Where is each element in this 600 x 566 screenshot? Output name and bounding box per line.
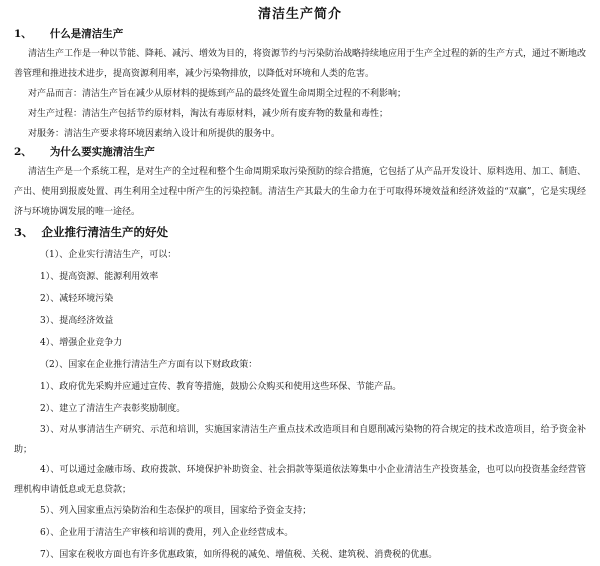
section-2-paragraph: 清洁生产是一个系统工程，是对生产的全过程和整个生命周期采取污染预防的综合措施，它包括了从产品开发设计、原料选用、加工、制造、产出、使用到报废处置、再生利用全过程中所产生的污染控制。清洁生产其最大的生命力在于可取得环境效益和经济效益的“双赢”，它是实现经济与环境协调发展的唯一途径。 <box>14 167 587 217</box>
list-item: 4）、可以通过金融市场、政府拨款、环境保护补助资金、社会捐款等渠道依法筹集中小企业清洁生产投资基金，也可以向投资基金经营管理机构申请低息或无息贷款； <box>14 465 586 495</box>
list-item: 3）、对从事清洁生产研究、示范和培训，实施国家清洁生产重点技术改造项目和自愿削减污染物的符合规定的技术改造项目，给予资金补助； <box>14 425 586 455</box>
list-item: 6）、企业用于清洁生产审核和培训的费用，列入企业经营成本。 <box>40 528 294 538</box>
section-2-title: 为什么要实施清洁生产 <box>49 146 155 158</box>
section-1-product-paragraph: 对产品而言：清洁生产旨在减少从原材料的提炼到产品的最终处置生命周期全过程的不利影响； <box>28 89 407 99</box>
section-1-number: 1、 <box>14 28 32 40</box>
section-1-service-paragraph: 对服务：清洁生产要求将环境因素纳入设计和所提供的服务中。 <box>28 129 281 139</box>
section-3-part-2-intro: （2）、国家在企业推行清洁生产方面有以下财政政策： <box>40 360 258 370</box>
list-item: 7）、国家在税收方面也有许多优惠政策，如所得税的减免、增值税、关税、建筑税、消费税的优惠。 <box>40 550 438 560</box>
section-1-title: 什么是清洁生产 <box>49 28 124 40</box>
list-item: 1）、提高资源、能源利用效率 <box>40 272 159 282</box>
document-title: 清洁生产简介 <box>257 7 342 22</box>
section-1-process-paragraph: 对生产过程：清洁生产包括节约原材料，淘汰有毒原材料，减少所有废弃物的数量和毒性； <box>28 109 389 119</box>
section-1-body <box>14 44 586 144</box>
section-1-intro-paragraph: 清洁生产工作是一种以节能、降耗、减污、增效为目的，将资源节约与污染防治战略持续地应用于生产全过程的新的生产方式，通过不断地改善管理和推进技术进步，提高资源利用率，减少污染物排放，以降低对环境和人类的危害。 <box>14 49 587 79</box>
section-2-number: 2、 <box>14 146 32 158</box>
section-3-number: 3、 <box>14 225 34 239</box>
section-3-heading <box>14 222 586 242</box>
section-3-body <box>14 244 586 566</box>
section-3-title: 企业推行清洁生产的好处 <box>41 225 169 239</box>
list-item: 2）、建立了清洁生产表彰奖励制度。 <box>40 404 186 414</box>
list-item: 4）、增强企业竞争力 <box>40 338 123 348</box>
list-item: 2）、减轻环境污染 <box>40 294 114 304</box>
list-item: 5）、列入国家重点污染防治和生态保护的项目，国家给予资金支持； <box>40 506 312 516</box>
section-1-heading <box>14 26 586 43</box>
list-item: 1）、政府优先采购并应通过宣传、教育等措施，鼓励公众购买和使用这些环保、节能产品。 <box>40 382 402 392</box>
section-3-part-1-intro: （1）、企业实行清洁生产，可以： <box>40 250 177 260</box>
section-2-heading <box>14 144 586 161</box>
list-item: 3）、提高经济效益 <box>40 316 114 326</box>
section-2-body <box>14 162 586 222</box>
